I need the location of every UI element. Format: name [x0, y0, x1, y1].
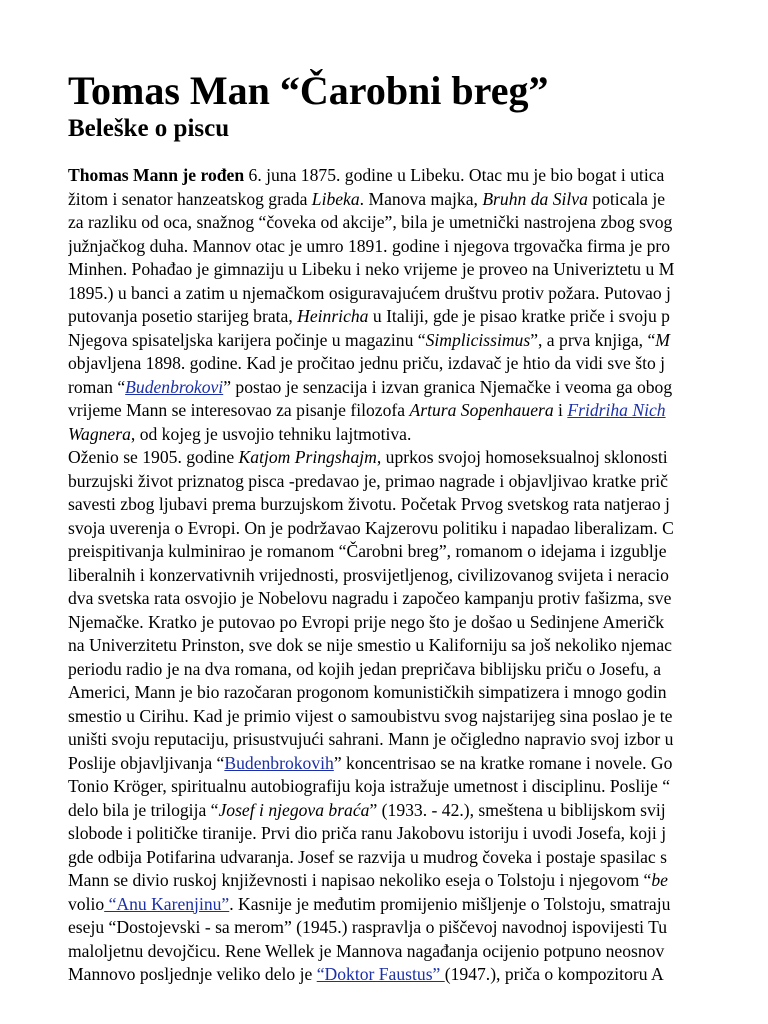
text-run: M — [655, 329, 670, 350]
text-run: Mann se divio ruskoj književnosti i napisao nekoliko eseja o Tolstoju i njegovom “ — [68, 870, 652, 890]
text-line — [68, 775, 768, 799]
text-run: gde odbija Potifarina udvaranja. Josef se razvija u mudrog čoveka i postaje spasilac s — [68, 846, 667, 867]
text-line — [68, 869, 768, 893]
text-line — [68, 822, 768, 846]
text-run: svoja uverenja o Evropi. On je podržavao Kajzerovu politiku i napadao liberalizam. C — [68, 517, 674, 538]
inline-link[interactable]: Budenbrokovi — [125, 376, 224, 397]
inline-link[interactable]: “Anu Karenjinu” — [104, 893, 230, 914]
text-line — [68, 658, 768, 682]
text-run: Thomas Mann je rođen — [68, 165, 245, 185]
text-line — [68, 611, 768, 635]
text-run: i — [553, 400, 568, 420]
text-run: za razliku od oca, snažnog “čoveka od akcije”, bila je umetnički nastrojena zbog svog — [68, 212, 673, 232]
text-line — [68, 282, 768, 306]
text-run: (1947.), priča o kompozitoru A — [444, 964, 664, 984]
text-line — [68, 517, 768, 541]
text-line — [68, 164, 768, 188]
text-run: roman “ — [68, 376, 126, 397]
text-run: Libeka — [311, 188, 360, 209]
text-run: Bruhn da Silva — [482, 188, 588, 209]
body-paragraphs — [68, 164, 768, 987]
inline-link[interactable]: Budenbrokovih — [224, 752, 334, 773]
text-line — [68, 470, 768, 494]
text-line — [68, 188, 768, 212]
text-run: smestio u Cirihu. Kad je primio vijest o samoubistvu svog najstarijeg sina poslao je te — [68, 705, 673, 726]
text-run: u Italiji, gde je pisao kratke priče i svoju p — [368, 306, 670, 326]
text-line — [68, 963, 768, 987]
text-line — [68, 399, 768, 423]
text-run: eseju “Dostojevski - sa merom” (1945.) raspravlja o piščevoj navodnoj ispovijesti Tu — [68, 917, 668, 937]
text-run: . Manova majka, — [359, 188, 483, 209]
text-line — [68, 258, 768, 282]
text-run: 1895.) u banci a zatim u njemačkom osiguravajućem društvu protiv požara. Putovao j — [68, 282, 671, 303]
text-line — [68, 423, 768, 447]
document-page — [68, 0, 768, 1024]
text-line — [68, 493, 768, 517]
text-run: uništi svoju reputaciju, prisustvujući sahrani. Mann je očigledno napravio svoj izbor u — [68, 729, 674, 749]
text-line — [68, 587, 768, 611]
text-line — [68, 705, 768, 729]
text-run: ” koncentrisao se na kratke romane i novele. Go — [333, 752, 673, 773]
text-run: Josef i njegova braća — [218, 799, 370, 820]
text-run: vrijeme Mann se interesovao za pisanje filozofa — [68, 400, 410, 420]
inline-link[interactable]: “Doktor Faustus” — [316, 964, 445, 984]
text-line — [68, 893, 768, 917]
text-line — [68, 305, 768, 329]
text-run: objavljena 1898. godine. Kad je pročitao jednu priču, izdavač je htio da vidi sve što j — [68, 353, 666, 373]
text-run: Wagnera — [68, 423, 131, 444]
text-run: periodu radio je na dva romana, od kojih jedan prepričava biblijsku priču o Josefu, a — [68, 658, 662, 679]
document-title: Tomas Man “Čarobni breg” — [68, 68, 549, 113]
text-run: burzujski život priznatog pisca -predavao je, primao nagrade i objavljivao kratke prič — [68, 470, 668, 491]
text-run: Njegova spisateljska karijera počinje u magazinu “ — [68, 329, 426, 350]
section-heading: Beleške o piscu — [68, 115, 230, 142]
text-line — [68, 211, 768, 235]
text-line — [68, 799, 768, 823]
text-run: . Kasnije je međutim promijenio mišljenje o Tolstoju, smatraju — [229, 893, 671, 914]
text-run: Minhen. Pohađao je gimnaziju u Libeku i neko vrijeme je proveo na Univeriztetu u M — [68, 259, 675, 279]
text-run: , od kojeg je usvojio tehniku lajtmotiva. — [130, 423, 412, 444]
text-run: preispitivanja kulminirao je romanom “Čarobni breg”, romanom o idejama i izgublje — [68, 541, 667, 561]
text-run: liberalnih i konzervativnih vrijednosti, prosvijetljenog, civilizovanog svijeta i neracio — [68, 564, 669, 585]
text-run: Tonio Kröger, spiritualnu autobiografiju koja istražuje umetnost i disciplinu. Poslije “ — [68, 776, 671, 796]
text-line — [68, 235, 768, 259]
text-run: Simplicissimus — [425, 329, 531, 350]
text-run: Oženio se 1905. godine — [68, 447, 239, 467]
text-run: slobode i političke tiranije. Prvi dio priča ranu Jakobovu istoriju i uvodi Josefa, koji j — [68, 823, 667, 843]
text-run: Katjom Pringshajm — [238, 447, 377, 467]
text-run: maloljetnu devojčicu. Rene Wellek je Mannova nagađanja ocijenio potpuno neosnov — [68, 940, 665, 961]
text-run: na Univerzitetu Prinston, sve dok se nije smestio u Kaliforniju sa još nekoliko njemac — [68, 635, 672, 655]
text-line — [68, 329, 768, 353]
text-run: ”, a prva knjiga, “ — [530, 329, 656, 350]
text-run: Heinricha — [297, 306, 369, 326]
text-run: Americi, Mann je bio razočaran progonom komunističkih simpatizera i mnogo godin — [68, 682, 667, 702]
text-line — [68, 564, 768, 588]
text-run: Mannovo posljednje veliko delo je — [68, 964, 317, 984]
text-line — [68, 752, 768, 776]
text-line — [68, 940, 768, 964]
text-run: dva svetska rata osvojio je Nobelovu nagradu i započeo kampanju protiv fašizma, sve — [68, 588, 672, 608]
text-line — [68, 728, 768, 752]
text-run: ” (1933. - 42.), smeštena u biblijskom svij — [369, 799, 666, 820]
text-run: Njemačke. Kratko je putovao po Evropi prije nego što je došao u Sedinjene Američk — [68, 611, 665, 632]
text-run: poticala je — [587, 188, 666, 209]
text-run: žitom i senator hanzeatskog grada — [68, 188, 312, 209]
text-line — [68, 352, 768, 376]
text-run: volio — [68, 893, 105, 914]
text-line — [68, 446, 768, 470]
text-line — [68, 634, 768, 658]
text-run: delo bila je trilogija “ — [68, 799, 219, 820]
text-run: Poslije objavljivanja “ — [68, 752, 225, 773]
text-run: savesti zbog ljubavi prema burzujskom životu. Početak Prvog svetskog rata natjerao j — [68, 494, 670, 514]
text-run: , uprkos svojoj homoseksualnoj sklonosti — [376, 447, 668, 467]
text-line — [68, 846, 768, 870]
text-run: Artura Sopenhauera — [409, 400, 554, 420]
text-run: južnjačkog duha. Mannov otac je umro 1891. godine i njegova trgovačka firma je pro — [68, 235, 671, 256]
text-run: be — [651, 870, 668, 890]
text-line — [68, 540, 768, 564]
text-line — [68, 681, 768, 705]
text-run: ” postao je senzacija i izvan granica Njemačke i veoma ga obog — [223, 376, 673, 397]
text-line — [68, 376, 768, 400]
text-run: 6. juna 1875. godine u Libeku. Otac mu je bio bogat i utica — [244, 165, 665, 185]
text-line — [68, 916, 768, 940]
text-run: putovanja posetio starijeg brata, — [68, 306, 298, 326]
inline-link[interactable]: Fridriha Nich — [567, 400, 666, 420]
